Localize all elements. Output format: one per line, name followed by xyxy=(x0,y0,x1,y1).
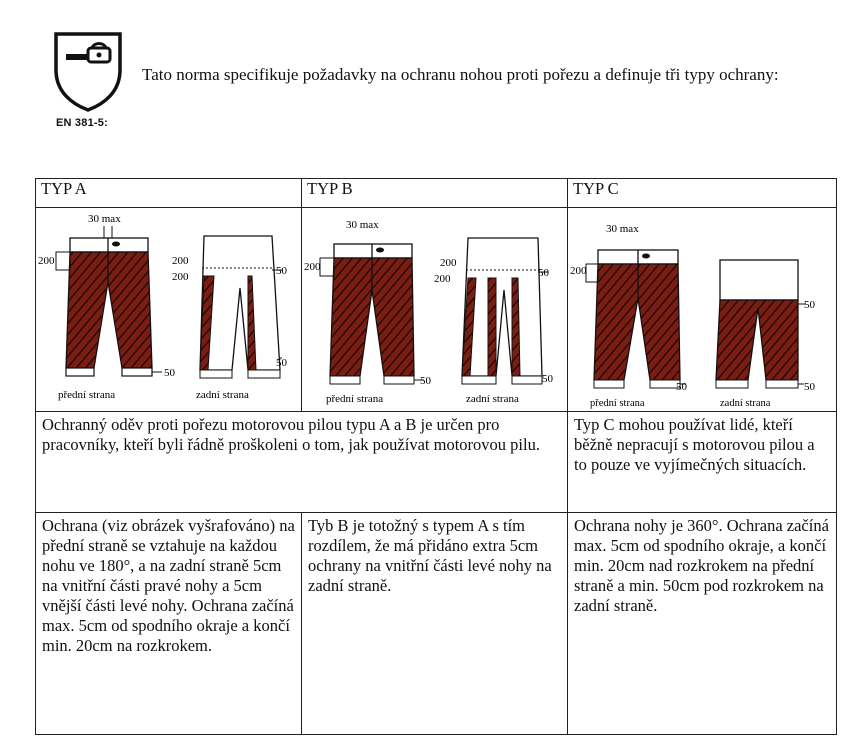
chainsaw-shield-icon xyxy=(52,30,124,114)
purpose-ab-text: Ochranný oděv proti pořezu motorovou pilou typu A a B je určen pro pracovníky, kteří byli řádně proškoleni o tom, jak používat motorovou pilu. xyxy=(36,412,568,513)
badge-label: EN 381-5: xyxy=(56,117,108,129)
type-a-header: TYP A xyxy=(36,179,302,208)
detail-c-text: Ochrana nohy je 360°. Ochrana začíná max. 5cm od spodního okraje, a končí min. 20cm nad rozkrokem na přední straně a min. 50cm pod rozkrokem na zadní straně. xyxy=(568,513,837,735)
type-b-back-label-200a: 200 xyxy=(440,257,457,269)
type-b-top-label: 30 max xyxy=(346,219,379,231)
type-b-header: TYP B xyxy=(302,179,568,208)
detail-b-text: Tyb B je totožný s typem A s tím rozdílem, že má přidáno extra 5cm ochrany na vnitřní části levé nohy na zadní straně. xyxy=(302,513,568,735)
type-b-front-pants xyxy=(320,244,424,384)
figure-row xyxy=(36,208,837,412)
type-b-front-label-50: 50 xyxy=(420,375,431,387)
type-c-front-pants xyxy=(586,250,686,388)
intro-text: Tato norma specifikuje požadavky na ochranu nohou proti pořezu a definuje tři typy ochrany: xyxy=(142,65,779,84)
type-c-front-label-200: 200 xyxy=(570,265,587,277)
type-c-top-label: 30 max xyxy=(606,223,639,235)
type-b-back-pants xyxy=(462,238,548,384)
type-a-back-pants xyxy=(200,236,282,378)
type-a-front-caption: přední strana xyxy=(58,389,116,401)
header-row xyxy=(36,179,837,208)
type-b-back-caption: zadní strana xyxy=(466,393,519,405)
type-c-front-caption: přední strana xyxy=(590,398,645,409)
type-a-front-label-50: 50 xyxy=(164,367,175,379)
type-b-front-label-200: 200 xyxy=(304,261,321,273)
type-a-front-pants xyxy=(56,226,162,376)
type-b-back-label-50a: 50 xyxy=(538,267,549,279)
type-b-back-label-200b: 200 xyxy=(434,273,451,285)
type-c-figure xyxy=(568,208,837,412)
type-a-figure xyxy=(36,208,302,412)
type-a-back-caption: zadní strana xyxy=(196,389,249,401)
type-b-front-caption: přední strana xyxy=(326,393,384,405)
type-c-header: TYP C xyxy=(568,179,837,208)
type-b-figure xyxy=(302,208,568,412)
en381-badge xyxy=(52,30,124,114)
type-a-back-label-50b: 50 xyxy=(276,357,287,369)
type-a-back-label-200a: 200 xyxy=(172,255,189,267)
type-c-back-pants xyxy=(716,260,806,388)
detail-row xyxy=(36,513,837,735)
type-a-back-label-200b: 200 xyxy=(172,271,189,283)
type-b-back-label-50b: 50 xyxy=(542,373,553,385)
purpose-row xyxy=(36,412,837,513)
type-c-back-label-50a: 50 xyxy=(804,299,815,311)
type-c-front-label-50: 50 xyxy=(676,381,687,393)
purpose-c-text: Typ C mohou používat lidé, kteří běžně nepracují s motorovou pilou a to pouze ve vyjímečných situacích. xyxy=(568,412,837,513)
protection-types-table xyxy=(35,178,837,735)
detail-a-text: Ochrana (viz obrázek vyšrafováno) na přední straně se vztahuje na každou nohu ve 180°, a na zadní straně 5cm na vnitřní části pravé nohy a 5cm vnější části levé nohy. Ochrana začíná max. 5cm od spodního okraje a končí min. 20cm na rozkrokem. xyxy=(36,513,302,735)
type-c-back-caption: zadní strana xyxy=(720,398,771,409)
type-a-front-label-200: 200 xyxy=(38,255,55,267)
type-c-back-label-50b: 50 xyxy=(804,381,815,393)
type-a-back-label-50a: 50 xyxy=(276,265,287,277)
type-a-top-label: 30 max xyxy=(88,213,121,225)
